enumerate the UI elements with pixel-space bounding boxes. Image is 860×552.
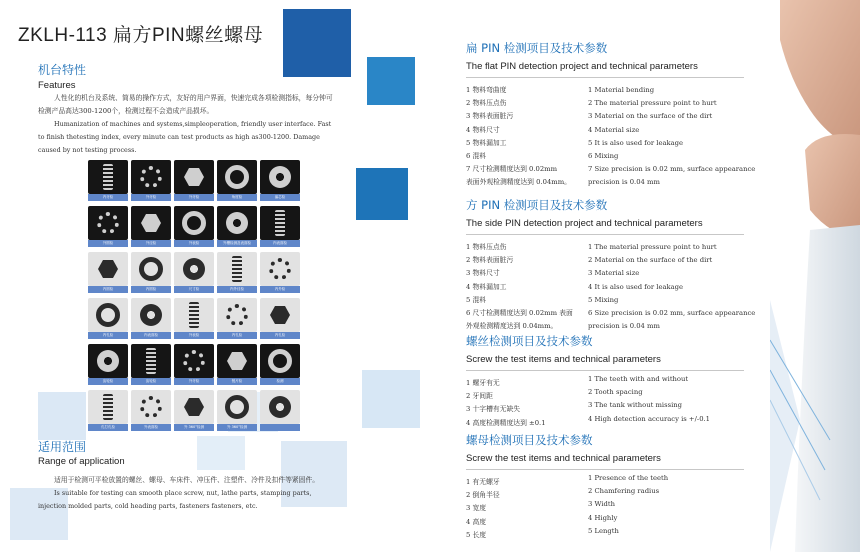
range-heading-en: Range of application — [38, 456, 125, 467]
sample-caption: 内表面检 — [260, 240, 300, 247]
list-item: 2 倒角半径 — [466, 491, 500, 500]
sample-part-shape — [226, 212, 248, 234]
sample-cell — [260, 206, 300, 247]
sample-thumbnail — [131, 252, 171, 286]
sample-thumbnail — [217, 390, 257, 424]
sample-thumbnail — [131, 160, 171, 194]
list-item: 3 物料尺寸 — [466, 269, 500, 278]
sample-cell — [174, 390, 214, 431]
list-item: 2 Material on the surface of the dirt — [588, 256, 713, 265]
sample-part-shape — [146, 348, 156, 374]
range-en-line-1: Is suitable for testing can smooth place screw, nut, lathe parts, stamping parts, — [54, 489, 312, 497]
sample-caption: 外牙检 — [174, 194, 214, 201]
features-heading-cn: 机台特性 — [38, 63, 87, 77]
sample-caption: 内孔检 — [260, 332, 300, 339]
list-item: 4 物料尺寸 — [466, 125, 500, 134]
section-nut — [466, 432, 766, 542]
sample-cell — [131, 344, 171, 385]
list-item: 5 混料 — [466, 295, 487, 304]
sample-caption: 外 360°检测 — [217, 424, 257, 431]
sample-caption: 外槽检测及表面检 — [217, 240, 257, 247]
sample-cell — [260, 298, 300, 339]
sample-thumbnail — [217, 160, 257, 194]
range-heading-cn: 适用范围 — [38, 440, 87, 454]
sample-caption: 内表面检 — [131, 332, 171, 339]
list-item: 4 高度检测精度达到 ±0.1 — [466, 418, 546, 427]
list-item: 3 The tank without missing — [588, 401, 682, 410]
hand-photo-illustration — [770, 0, 860, 552]
sample-thumbnail — [260, 390, 300, 424]
section-title-cn: 螺母检测项目及技术参数 — [466, 433, 593, 447]
sample-part-shape — [96, 303, 120, 327]
sample-caption: 外表检 — [174, 332, 214, 339]
section-screw — [466, 333, 766, 430]
decor-square-light-3 — [197, 436, 245, 470]
sample-cell — [88, 160, 128, 201]
section-title-cn: 螺丝检测项目及技术参数 — [466, 334, 593, 348]
features-heading-en: Features — [38, 80, 76, 91]
list-item: precision is 0.04 mm — [588, 322, 660, 331]
sample-part-shape — [227, 351, 247, 371]
list-item: 5 Length — [588, 526, 619, 535]
list-item: 2 物料压点伤 — [466, 99, 507, 108]
sample-cell — [260, 344, 300, 385]
sample-thumbnail — [88, 160, 128, 194]
list-item: 7 尺寸检测精度达到 0.02mm — [466, 165, 558, 174]
sample-thumbnail — [88, 344, 128, 378]
sample-caption: 偏芯检 — [260, 194, 300, 201]
list-item: 5 Mixing — [588, 295, 619, 304]
sample-thumbnail — [217, 298, 257, 332]
list-item: 1 The material pressure point to hurt — [588, 243, 717, 251]
sample-caption — [260, 424, 300, 431]
list-item: 1 物料压点伤 — [466, 243, 507, 251]
sample-cell — [174, 344, 214, 385]
list-item: 5 物料漏加工 — [466, 138, 507, 147]
list-item: 7 Size precision is 0.02 mm, surface appearance — [588, 165, 756, 174]
section-divider — [466, 234, 744, 235]
list-item: 3 宽度 — [466, 504, 487, 513]
sample-cell — [88, 344, 128, 385]
sample-part-shape — [275, 210, 285, 236]
section-title-en: Screw the test items and technical parameters — [466, 354, 661, 365]
sample-cell — [131, 206, 171, 247]
list-item: 3 Material on the surface of the dirt — [588, 112, 713, 121]
sample-caption: 内孔检 — [88, 332, 128, 339]
sample-caption: 角度检 — [217, 194, 257, 201]
sample-part-shape — [183, 350, 205, 372]
sample-part-shape — [141, 213, 161, 233]
section-title-en: The flat PIN detection project and technical parameters — [466, 61, 698, 72]
sample-cell — [217, 206, 257, 247]
hand-photo — [770, 0, 860, 552]
sample-caption: 尺寸检 — [174, 286, 214, 293]
sample-caption: 外牙检 — [131, 194, 171, 201]
sample-part-shape — [139, 257, 163, 281]
list-item: 4 It is also used for leakage — [588, 282, 684, 291]
sample-cell — [260, 390, 300, 431]
sample-part-shape — [103, 394, 113, 420]
page-title: ZKLH-113 扁方PIN螺丝螺母 — [18, 25, 264, 46]
sample-part-shape — [183, 258, 205, 280]
sample-cell — [88, 252, 128, 293]
sample-part-shape — [269, 396, 291, 418]
sample-cell — [260, 160, 300, 201]
range-paragraph-en — [38, 487, 311, 513]
sample-caption: 齿轮检 — [88, 378, 128, 385]
sample-thumbnail — [131, 390, 171, 424]
sample-thumbnail — [260, 344, 300, 378]
section-list-en — [588, 472, 668, 538]
list-item: 表面外观检测精度达到 0.04mm。 — [466, 178, 571, 187]
sample-thumbnail — [131, 206, 171, 240]
sample-thumbnail — [217, 344, 257, 378]
features-cn-line-1: 人性化的机台及系统、简易的操作方式，友好的用户界面，快速完成各项检测指标，每分钟可 — [54, 94, 333, 102]
sample-part-shape — [270, 305, 290, 325]
sample-cell — [217, 344, 257, 385]
sample-caption: 外表检 — [174, 240, 214, 247]
section-side-pin — [466, 197, 766, 333]
sample-part-shape — [184, 167, 204, 187]
sample-thumbnail — [174, 390, 214, 424]
sample-caption: 孔打孔检 — [88, 424, 128, 431]
list-item: 2 Tooth spacing — [588, 388, 643, 397]
list-item: 2 The material pressure point to hurt — [588, 99, 717, 108]
list-item: 外观检测精度达到 0.04mm。 — [466, 322, 558, 331]
sample-cell — [131, 160, 171, 201]
sample-cell — [131, 390, 171, 431]
sample-cell — [131, 298, 171, 339]
sample-part-shape — [182, 211, 206, 235]
list-item: 4 Highly — [588, 513, 618, 522]
list-item: 6 尺寸检测精度达到 0.02mm 表面 — [466, 309, 573, 318]
sample-thumbnail — [260, 252, 300, 286]
section-title-en: The side PIN detection project and technical parameters — [466, 218, 703, 229]
list-item: 2 物料表面脏污 — [466, 256, 514, 265]
list-item: 2 牙间距 — [466, 392, 493, 401]
sample-part-shape — [97, 350, 119, 372]
decor-square-light — [362, 370, 420, 428]
sample-thumbnail — [174, 160, 214, 194]
sample-part-shape — [184, 397, 204, 417]
sample-part-shape — [268, 349, 292, 373]
sample-thumbnail — [260, 206, 300, 240]
section-list-en — [588, 373, 710, 426]
section-divider — [466, 77, 744, 78]
sample-part-shape — [140, 166, 162, 188]
sample-cell — [217, 298, 257, 339]
section-divider — [466, 469, 744, 470]
list-item: 6 混料 — [466, 152, 487, 161]
features-paragraph-cn — [38, 92, 368, 118]
sample-part-shape — [97, 212, 119, 234]
list-item: 1 Material bending — [588, 86, 655, 94]
sample-cell — [131, 252, 171, 293]
sample-part-shape — [269, 166, 291, 188]
section-title-en: Screw the test items and technical parameters — [466, 453, 661, 464]
list-item: 1 有无螺牙 — [466, 478, 500, 486]
range-paragraph-cn: 适用于检测可平检放置的螺丝、螺母、车床件、冲压件、注塑件、冷件及扣件等紧固件。 — [54, 476, 320, 484]
sample-thumbnail — [217, 252, 257, 286]
list-item: 2 Chamfering radius — [588, 487, 660, 496]
list-item: 3 Material size — [588, 269, 640, 278]
sample-part-shape — [232, 256, 242, 282]
sample-thumbnail — [174, 252, 214, 286]
list-item: 6 Mixing — [588, 152, 619, 161]
list-item: 4 Material size — [588, 125, 640, 134]
sample-cell — [217, 390, 257, 431]
sample-caption: 外圆检 — [88, 240, 128, 247]
sample-cell — [174, 160, 214, 201]
sample-cell — [88, 206, 128, 247]
sample-thumbnail — [174, 206, 214, 240]
sample-caption: 内外检 — [260, 286, 300, 293]
sample-cell — [174, 206, 214, 247]
features-en-line-2: to finish thetesting index, every minute can test products as high as300-1200. Damage — [38, 133, 320, 141]
sample-caption: 检测 — [260, 378, 300, 385]
sample-thumbnail — [217, 206, 257, 240]
sample-part-shape — [225, 165, 249, 189]
sample-caption: 内圆检 — [131, 286, 171, 293]
sample-caption: 内牙检 — [88, 194, 128, 201]
sample-thumbnail — [131, 344, 171, 378]
sample-caption: 内圆检 — [88, 286, 128, 293]
sample-thumbnail — [131, 298, 171, 332]
features-en-line-1: Humanization of machines and systems,simpleoperation, friendly user interface. Fast — [54, 120, 332, 128]
sample-thumbnail — [260, 298, 300, 332]
decor-square-mid — [367, 57, 415, 105]
list-item: 4 High detection accuracy is +/-0.1 — [588, 414, 711, 423]
decor-square-dark — [283, 9, 351, 77]
sample-cell — [174, 298, 214, 339]
sample-thumbnail — [174, 344, 214, 378]
list-item: 3 Width — [588, 500, 615, 509]
list-item: 1 Presence of the teeth — [588, 474, 669, 482]
sample-thumbnail — [260, 160, 300, 194]
decor-square-mid-2 — [356, 168, 408, 220]
list-item: 5 长度 — [466, 530, 487, 539]
sample-cell — [217, 252, 257, 293]
list-item: 1 螺牙有无 — [466, 379, 500, 387]
sample-cell — [260, 252, 300, 293]
sample-thumbnail — [88, 252, 128, 286]
sample-part-shape — [140, 396, 162, 418]
list-item: 3 十字槽有无缺失 — [466, 405, 521, 414]
features-en-line-3: caused by not testing process. — [38, 146, 137, 154]
sample-cell — [88, 390, 128, 431]
list-item: 1 The teeth with and without — [588, 375, 689, 383]
sample-caption: 内孔检 — [217, 332, 257, 339]
list-item: 4 物料漏加工 — [466, 282, 507, 291]
sample-cell — [88, 298, 128, 339]
sample-part-shape — [225, 395, 249, 419]
sample-caption: 链片检 — [217, 378, 257, 385]
sample-caption: 外 360°检测 — [174, 424, 214, 431]
decor-square-light-4 — [38, 392, 86, 440]
list-item: 5 It is also used for leakage — [588, 138, 684, 147]
sample-thumbnail — [88, 298, 128, 332]
section-flat-pin — [466, 40, 766, 190]
sample-caption: 齿轮检 — [131, 378, 171, 385]
sample-cell — [217, 160, 257, 201]
section-list-en — [588, 84, 755, 190]
range-en-line-2: injection molded parts, cold heading parts, fasteners fasteners, etc. — [38, 502, 258, 510]
sample-caption: 外牙检 — [174, 378, 214, 385]
sample-part-shape — [189, 302, 199, 328]
list-item: 4 高度 — [466, 517, 487, 526]
sample-part-shape — [98, 259, 118, 279]
list-item: 3 物料表面脏污 — [466, 112, 514, 121]
list-item: precision is 0.04 mm — [588, 178, 660, 187]
sample-thumbnail — [88, 390, 128, 424]
list-item: 1 物料弯曲度 — [466, 86, 507, 94]
features-cn-line-2: 检测产品高达300-1200个，检测过程不会造成产品损坏。 — [38, 107, 214, 115]
features-paragraph-en — [38, 118, 368, 157]
sample-caption: 内外径检 — [217, 286, 257, 293]
section-title-cn: 扁 PIN 检测项目及技术参数 — [466, 41, 608, 55]
sample-part-shape — [226, 304, 248, 326]
sample-cell — [174, 252, 214, 293]
sample-thumbnail — [174, 298, 214, 332]
sample-part-shape — [103, 164, 113, 190]
section-divider — [466, 370, 744, 371]
section-title-cn: 方 PIN 检测项目及技术参数 — [466, 198, 608, 212]
sample-caption: 外径检 — [131, 240, 171, 247]
sample-part-shape — [140, 304, 162, 326]
sample-part-shape — [269, 258, 291, 280]
sample-thumbnail — [88, 206, 128, 240]
sample-caption: 外表面检 — [131, 424, 171, 431]
list-item: 6 Size precision is 0.02 mm, surface appearance — [588, 309, 756, 318]
section-list-en — [588, 241, 755, 333]
